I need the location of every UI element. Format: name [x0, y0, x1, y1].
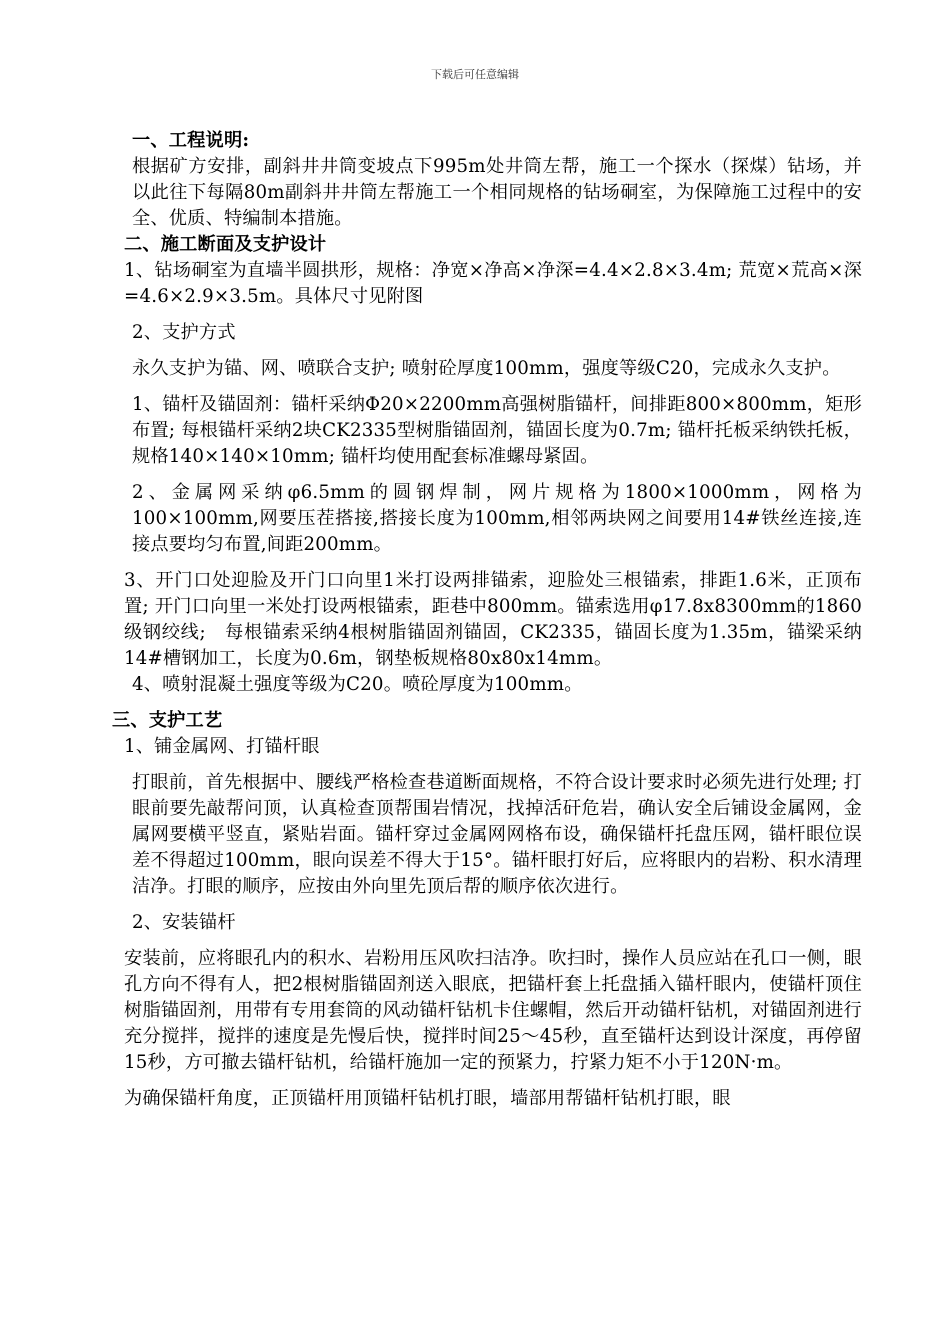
section-3-paragraph-install: 安装前，应将眼孔内的积水、岩粉用压风吹扫洁净。吹扫时，操作人员应站在孔口一侧，眼孔方向不得有人，把2根树脂锚固剂送入眼底，把锚杆套上托盘插入锚杆眼内，使锚杆顶住树脂锚固剂，用带有专用套筒的风动锚杆钻机卡住螺帽，然后开动锚杆钻机，对锚固剂进行充分搅拌，搅拌的速度是先慢后快，搅拌时间25～45秒，直至锚杆达到设计深度，再停留15秒，方可撤去锚杆钻机，给锚杆施加一定的预紧力，拧紧力矩不小于120N·m。	[124, 948, 862, 1073]
section-2-paragraph-1: 1、钻场硐室为直墙半圆拱形，规格：净宽×净高×净深=4.4×2.8×3.4m; 荒宽×荒高×深=4.6×2.9×3.5m。具体尺寸见附图	[124, 260, 862, 307]
section-2-paragraph-mesh: 2、金属网采纳φ6.5mm的圆钢焊制，网片规格为1800×1000mm，网格为100×100mm,网要压茬搭接,搭接长度为100mm,相邻两块网之间要用14#铁丝连接,连接点要均匀布置,间距200mm。	[132, 482, 862, 555]
section-3-title: 三、支护工艺	[112, 710, 223, 731]
section-1-title: 一、工程说明:	[132, 130, 250, 151]
section-2-paragraph-cable: 3、开门口处迎脸及开门口向里1米打设两排锚索，迎脸处三根锚索，排距1.6米，正顶布置; 开门口向里一米处打设两根锚索，距巷中800mm。锚索选用φ17.8x8300mm的1860级钢绞线; 每根锚索采纳4根树脂锚固剂锚固，CK2335，锚固长度为1.35m，锚梁采纳14#槽钢加工，长度为0.6m，钢垫板规格80x80x14mm。	[124, 570, 862, 669]
section-3-subtitle-mesh: 1、铺金属网、打锚杆眼	[124, 736, 320, 757]
page-header: 下载后可任意编辑	[431, 68, 519, 81]
section-2-paragraph-anchor: 1、锚杆及锚固剂：锚杆采纳Φ20×2200mm高强树脂锚杆，间排距800×800mm，矩形布置; 每根锚杆采纳2块CK2335型树脂锚固剂，锚固长度为0.7m; 锚杆托板采纳铁托板，规格140×140×10mm; 锚杆均使用配套标准螺母紧固。	[132, 394, 862, 467]
section-1-paragraph-1: 根据矿方安排，副斜井井筒变坡点下995m处井筒左帮，施工一个探水（探煤）钻场，并以此往下每隔80m副斜井井筒左帮施工一个相同规格的钻场硐室，为保障施工过程中的安全、优质、特编制本措施。	[132, 156, 862, 229]
section-3-paragraph-drilling: 打眼前，首先根据中、腰线严格检查巷道断面规格，不符合设计要求时必须先进行处理; 打眼前要先敲帮问顶，认真检查顶帮围岩情况，找掉活矸危岩，确认安全后铺设金属网，金属网要横平竖直，紧贴岩面。锚杆穿过金属网网格布设，确保锚杆托盘压网，锚杆眼位误差不得超过100mm，眼向误差不得大于15°。锚杆眼打好后，应将眼内的岩粉、积水清理洁净。打眼的顺序，应按由外向里先顶后帮的顺序依次进行。	[132, 772, 862, 897]
section-3-subtitle-install: 2、安装锚杆	[132, 912, 236, 933]
section-3-paragraph-angle: 为确保锚杆角度，正顶锚杆用顶锚杆钻机打眼，墙部用帮锚杆钻机打眼，眼	[124, 1088, 731, 1109]
document-body	[112, 128, 862, 1112]
section-2-paragraph-permanent-support: 永久支护为锚、网、喷联合支护; 喷射砼厚度100mm，强度等级C20，完成永久支护。	[132, 358, 841, 379]
section-2-subtitle-support: 2、支护方式	[132, 322, 236, 343]
section-2-paragraph-shotcrete: 4、喷射混凝土强度等级为C20。喷砼厚度为100mm。	[132, 674, 583, 695]
section-2-title: 二、施工断面及支护设计	[124, 234, 327, 255]
